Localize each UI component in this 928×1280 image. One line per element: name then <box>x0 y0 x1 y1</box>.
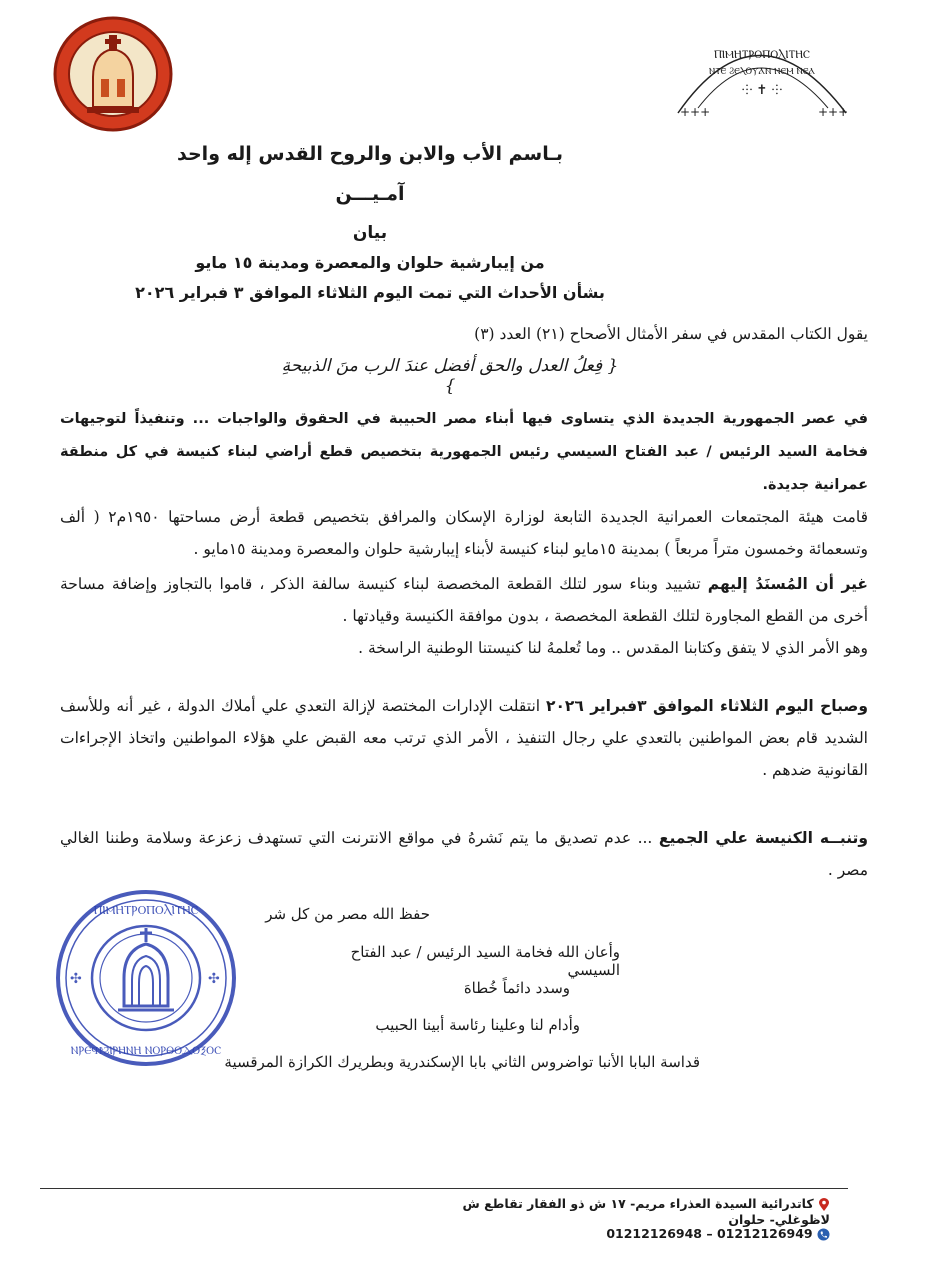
subject-line: بشأن الأحداث التي تمت اليوم الثلاثاء الموافق ٣ فبراير ٢٠٢٦ <box>135 283 605 302</box>
svg-text:ⲠⲒⲘⲎⲦⲢⲞⲠⲞⲖⲒⲦⲎⲤ: ⲠⲒⲘⲎⲦⲢⲞⲠⲞⲖⲒⲦⲎⲤ <box>713 48 811 61</box>
svg-text:+++: +++ <box>818 105 849 119</box>
location-pin-icon <box>818 1198 830 1212</box>
scripture-verse: { فِعلُ العدل والحق أفضل عندَ الرب منَ الذبيحةِ } <box>281 356 619 396</box>
invocation-line: بـاسم الأب والابن والروح القدس إله واحد <box>177 143 563 165</box>
footer-address <box>400 1196 830 1227</box>
paragraph-2-line3: وهو الأمر الذي لا يتفق وكتابنا المقدس .. وما تُعلمهُ لنا كنيستنا الوطنية الراسخة . <box>358 639 868 657</box>
church-dome-seal-icon <box>52 15 174 133</box>
svg-text:ⲠⲒⲘⲎⲦⲢⲞⲠⲞⲖⲒⲦⲎⲤ: ⲠⲒⲘⲎⲦⲢⲞⲠⲞⲖⲒⲦⲎⲤ <box>93 903 199 917</box>
footer-phones-text: 01212126948 – 01212126949 <box>606 1226 813 1241</box>
paragraph-1 <box>60 402 868 565</box>
footer-phones <box>560 1226 830 1241</box>
closing-line-4: وأدام لنا وعلينا رئاسة أبينا الحبيب <box>375 1016 580 1034</box>
svg-text:+++: +++ <box>680 105 711 119</box>
closing-line-5: قداسة البابا الأنبا تواضروس الثاني بابا الإسكندرية وبطريرك الكرازة المرقسية <box>224 1053 700 1071</box>
svg-text:ⲚⲢⲈϤϮϨⲒⲢⲎⲚⲎ ⲚⲞⲢⲐⲞⲆⲞⲜⲞⲤ: ⲚⲢⲈϤϮϨⲒⲢⲎⲚⲎ ⲚⲞⲢⲐⲞⲆⲞⲜⲞⲤ <box>70 1044 222 1057</box>
svg-text:✣: ✣ <box>70 971 82 987</box>
paragraph-4-bold: وتنبــه الكنيسة علي الجميع <box>658 829 869 847</box>
church-round-stamp-icon <box>54 888 238 1068</box>
svg-text:✣: ✣ <box>208 971 220 987</box>
amen-line: آمـيـــن <box>335 183 405 205</box>
paragraph-3-bold: وصباح اليوم الثلاثاء الموافق ٣فبراير ٢٠٢٦ <box>545 697 869 715</box>
svg-text:⸭ ✝ ⸭: ⸭ ✝ ⸭ <box>741 83 783 98</box>
paragraph-1-bold: في عصر الجمهورية الجديدة الذي يتساوى فيها أبناء مصر الحبيبة في الحقوق والواجبات ... وتنفيذاً لتوجيهات فخامة السيد الرئيس / عبد الفتاح السيسي رئيس الجمهورية بتخصيص قطع أراضي لبناء كنيسة في كل منطقة عمرانية جديدة. <box>60 411 868 493</box>
phone-icon <box>817 1228 830 1241</box>
closing-line-2: وأعان الله فخامة السيد الرئيس / عبد الفتاح السيسي <box>350 943 620 979</box>
paragraph-3-text: انتقلت الإدارات المختصة لإزالة التعدي علي أملاك الدولة ، غير أنه وللأسف الشديد قام بعض المواطنين بالتعدي علي رجال التنفيذ ، الأمر الذي ترتب معه القبض علي هؤلاء المواطنين واتخاذ الإجراءات القانونية ضدهم . <box>60 697 868 779</box>
scripture-intro: يقول الكتاب المقدس في سفر الأمثال الأصحاح (٢١) العدد (٣) <box>474 325 868 343</box>
footer-divider <box>40 1188 848 1189</box>
statement-title: بيان <box>352 223 388 243</box>
paragraph-2-text: تشييد وبناء سور لتلك القطعة المخصصة لبناء كنيسة سالفة الذكر ، قاموا بالتجاوز وإضافة مساحة أخرى من القطع المجاورة لتلك القطعة المخصصة ، بدون موافقة الكنيسة وقيادتها . <box>60 575 868 625</box>
paragraph-4 <box>60 822 868 886</box>
closing-line-3: وسدد دائماً خُطاهَ <box>463 979 570 997</box>
coptic-text-stamp-icon <box>668 28 856 120</box>
paragraph-1-text: قامت هيئة المجتمعات العمرانية الجديدة التابعة لوزارة الإسكان والمرافق بتخصيص قطعة أرض مساحتها ١٩٥٠م٢ ( ألف وتسعمائة وخمسون متراً مربعاً ) بمدينة ١٥مايو لبناء كنيسة لأبناء إيبارشية حلوان والمعصرة ومدينة ١٥مايو . <box>60 508 868 558</box>
footer-address-text: كاتدرائية السيدة العذراء مريم- ١٧ ش ذو الفقار تقاطع ش لاظوغلي- حلوان <box>462 1196 830 1227</box>
paragraph-4-text: ... عدم تصديق ما يتم نَشرهُ في مواقع الانترنت التي تستهدف زعزعة وسلامة وطننا الغالي مصر . <box>60 829 868 879</box>
svg-text:ⲚⲦⲈ ϨⲈⲖⲞⲨⲀⲚ ⲚⲈⲘ ⲚⲈⲀ: ⲚⲦⲈ ϨⲈⲖⲞⲨⲀⲚ ⲚⲈⲘ ⲚⲈⲀ <box>708 67 816 77</box>
closing-line-1: حفظ الله مصر من كل شر <box>265 905 430 923</box>
paragraph-2-bold: غير أن المُسنَدُ إليهم <box>707 575 869 593</box>
issuer-line: من إيبارشية حلوان والمعصرة ومدينة ١٥ مايو <box>195 253 545 272</box>
paragraph-2 <box>60 568 868 664</box>
paragraph-3 <box>60 690 868 786</box>
